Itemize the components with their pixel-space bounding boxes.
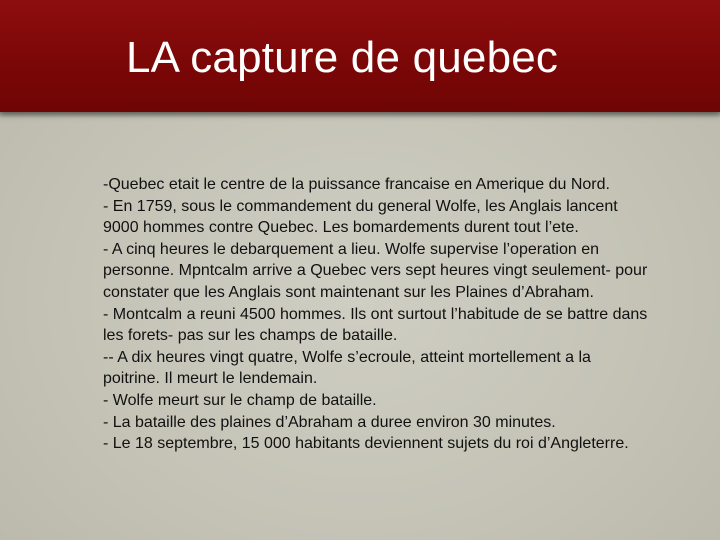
body-line-6: - Wolfe meurt sur le champ de bataille.	[103, 391, 377, 409]
title-band	[0, 0, 720, 112]
body-line-7: - La bataille des plaines d’Abraham a duree environ 30 minutes.	[103, 413, 556, 431]
slide-body	[103, 174, 648, 455]
body-line-3: - A cinq heures le debarquement a lieu. Wolfe supervise l’operation en personne. Mpntcalm arrive a Quebec vers sept heures vingt seulement- pour constater que les Anglais sont maintenant sur les Plaines d’Abraham.	[103, 240, 648, 301]
body-line-1: -Quebec etait le centre de la puissance francaise en Amerique du Nord.	[103, 176, 610, 193]
body-line-8: - Le 18 septembre, 15 000 habitants deviennent sujets du roi d’Angleterre.	[103, 435, 629, 453]
body-line-5: -- A dix heures vingt quatre, Wolfe s’ecroule, atteint mortellement a la poitrine. Il meurt le lendemain.	[103, 348, 591, 388]
slide-title: LA capture de quebec	[126, 33, 559, 82]
body-line-4: - Montcalm a reuni 4500 hommes. Ils ont surtout l’habitude de se battre dans les forets- pas sur les champs de bataille.	[103, 305, 648, 345]
body-line-2: - En 1759, sous le commandement du general Wolfe, les Anglais lancent 9000 hommes contre Quebec. Les bomardements durent tout l’ete.	[103, 197, 618, 237]
